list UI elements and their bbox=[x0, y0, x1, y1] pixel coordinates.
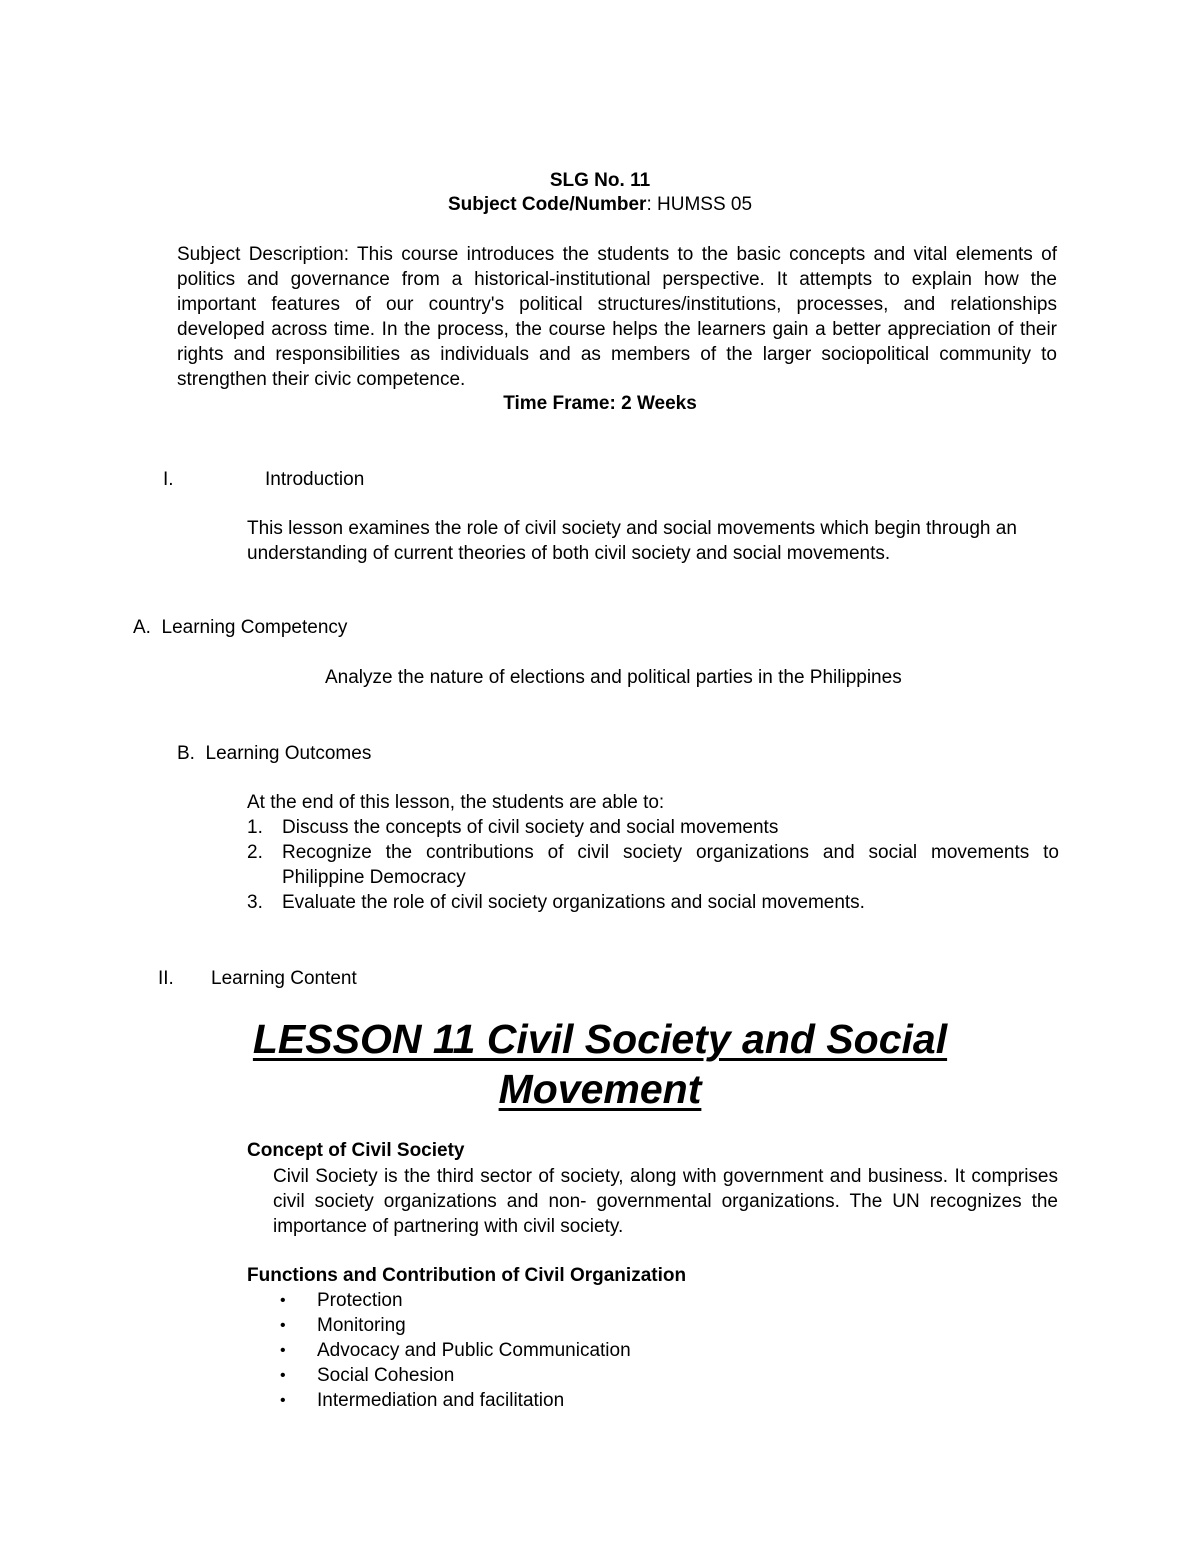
list-item-text: Evaluate the role of civil society organizations and social movements. bbox=[282, 892, 865, 913]
introduction-heading: Introduction bbox=[265, 469, 365, 490]
list-number: 2. bbox=[247, 842, 263, 863]
list-item-text: Recognize the contributions of civil society organizations and social movements to Philippine Democracy bbox=[282, 842, 1059, 888]
list-item bbox=[280, 1288, 631, 1313]
list-item-text: Discuss the concepts of civil society and social movements bbox=[282, 817, 779, 838]
subject-code-separator: : bbox=[646, 194, 657, 215]
bullet-icon: • bbox=[280, 1342, 286, 1359]
list-item-text: Protection bbox=[317, 1290, 403, 1311]
introduction-text: This lesson examines the role of civil society and social movements which begin through an understanding of current theories of both civil society and social movements. bbox=[247, 518, 1017, 564]
subject-code-value: HUMSS 05 bbox=[657, 194, 753, 215]
time-frame: Time Frame: 2 Weeks bbox=[503, 393, 697, 414]
list-item bbox=[247, 890, 1059, 915]
concept-heading: Concept of Civil Society bbox=[247, 1140, 465, 1161]
subject-code-label: Subject Code/Number bbox=[447, 194, 647, 215]
learning-outcomes-list bbox=[247, 815, 1059, 915]
list-item bbox=[247, 840, 1059, 890]
learning-content-heading: Learning Content bbox=[211, 968, 357, 989]
learning-competency-heading: A. Learning Competency bbox=[133, 617, 348, 638]
learning-content-numeral: II. bbox=[158, 968, 174, 989]
list-item bbox=[280, 1338, 631, 1363]
list-item-text: Social Cohesion bbox=[317, 1365, 455, 1386]
list-item bbox=[247, 815, 1059, 840]
concept-text: Civil Society is the third sector of society, along with government and business. It comprises civil society organizations and non- governmental organizations. The UN recognizes the importance of partnering with civil society. bbox=[273, 1166, 1058, 1237]
list-number: 1. bbox=[247, 817, 263, 838]
lesson-title-line-2: Movement bbox=[498, 1066, 702, 1112]
list-number: 3. bbox=[247, 892, 263, 913]
learning-outcomes-heading: B. Learning Outcomes bbox=[177, 743, 372, 764]
list-item bbox=[280, 1388, 631, 1413]
lesson-title bbox=[0, 1014, 1200, 1114]
learning-outcomes-intro: At the end of this lesson, the students are able to: bbox=[247, 792, 665, 813]
introduction-numeral: I. bbox=[163, 469, 174, 490]
subject-code-line bbox=[0, 192, 1200, 217]
subject-description: Subject Description: This course introduces the students to the basic concepts and vital elements of politics and governance from a historical-institutional perspective. It attempts to explain how the important features of our country's political structures/institutions, processes, and relationships developed across time. In the process, the course helps the learners gain a better appreciation of their rights and responsibilities as individuals and as members of the larger sociopolitical community to strengthen their civic competence. bbox=[177, 244, 1057, 390]
list-item bbox=[280, 1363, 631, 1388]
functions-heading: Functions and Contribution of Civil Organization bbox=[247, 1265, 687, 1286]
bullet-icon: • bbox=[280, 1292, 286, 1309]
functions-list bbox=[280, 1288, 631, 1413]
lesson-title-line-1: LESSON 11 Civil Society and Social bbox=[252, 1016, 948, 1062]
list-item bbox=[280, 1313, 631, 1338]
bullet-icon: • bbox=[280, 1392, 286, 1409]
bullet-icon: • bbox=[280, 1317, 286, 1334]
learning-competency-text: Analyze the nature of elections and political parties in the Philippines bbox=[325, 667, 902, 688]
list-item-text: Monitoring bbox=[317, 1315, 406, 1336]
bullet-icon: • bbox=[280, 1367, 286, 1384]
list-item-text: Advocacy and Public Communication bbox=[317, 1340, 631, 1361]
list-item-text: Intermediation and facilitation bbox=[317, 1390, 565, 1411]
slg-number: SLG No. 11 bbox=[549, 170, 651, 191]
